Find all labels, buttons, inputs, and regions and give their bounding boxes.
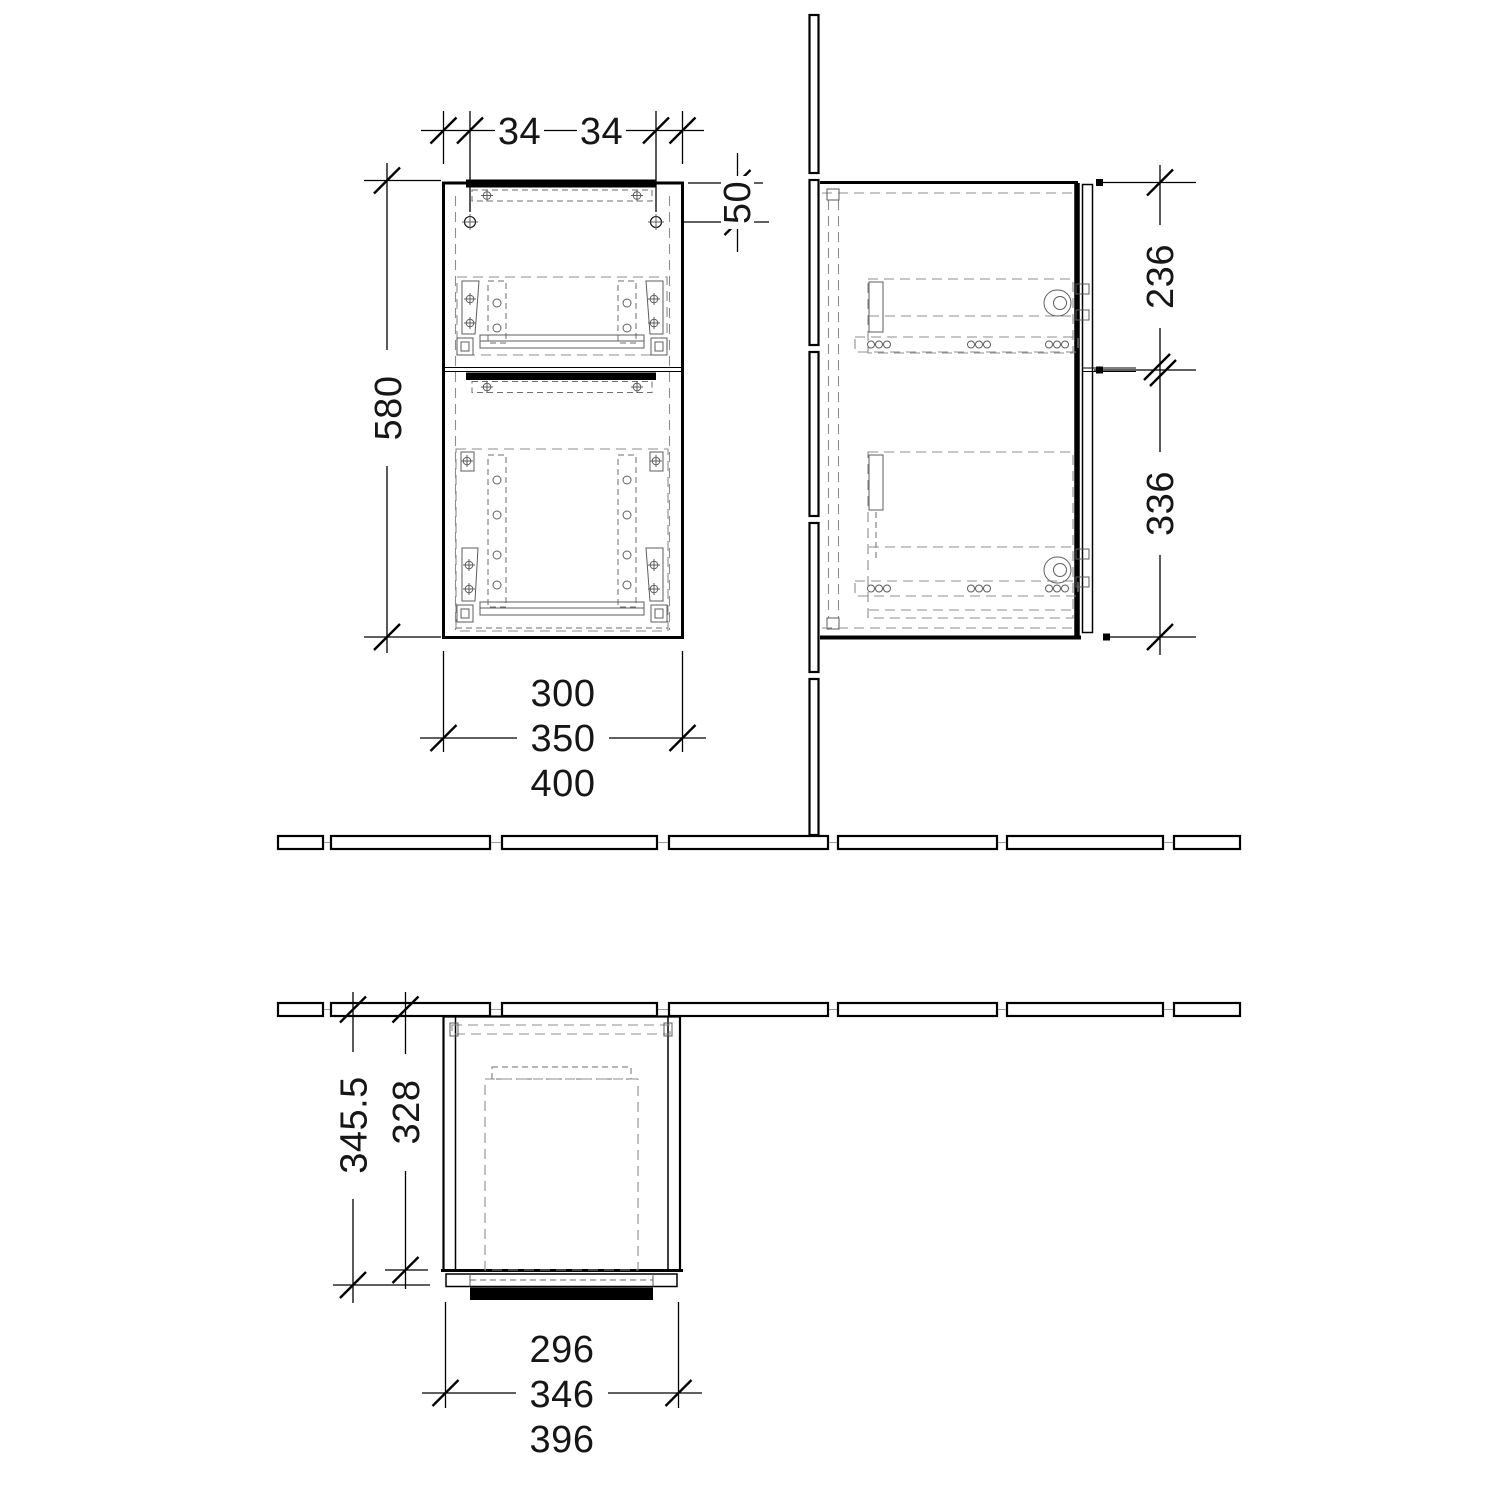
dim-label-width-front: 296 [529, 1329, 595, 1371]
dim-label-top-width-overall: 396 [529, 1419, 595, 1461]
dim-label-height: 580 [368, 375, 410, 441]
dim-front-height [364, 163, 441, 653]
wall-lines [278, 15, 1240, 1016]
dim-front-hanger-depth [684, 153, 769, 252]
dim-label-hanger-depth: 50 [717, 180, 759, 225]
side-view [820, 183, 1136, 638]
dim-label-hanger-left: 34 [497, 111, 542, 153]
dim-label-width-overall: 400 [530, 763, 596, 805]
dim-front-widths [420, 651, 706, 805]
plan-drawer-outline [485, 1079, 638, 1270]
plan-front-black-bar [470, 1288, 653, 1301]
dim-side-fronts [1094, 165, 1196, 655]
front-view [444, 180, 683, 638]
front-top-panel-edge [466, 180, 656, 188]
dim-label-hanger-right: 34 [579, 111, 624, 153]
side-upper-slide [855, 279, 1089, 353]
side-lower-slide [855, 452, 1089, 618]
dim-top-widths [422, 1302, 702, 1461]
dim-label-front-top: 236 [1140, 244, 1182, 309]
wall-band-lower [278, 1003, 1240, 1016]
top-view [441, 1016, 683, 1300]
dim-label-depth-body: 328 [386, 1079, 428, 1145]
dim-label-width-inner: 300 [530, 673, 596, 715]
wall-vertical [810, 15, 819, 835]
side-front-panels [1083, 185, 1093, 633]
dim-label-top-width-body: 346 [529, 1374, 595, 1416]
front-carcass-outline [444, 183, 683, 638]
dim-label-depth-overall: 345.5 [333, 1076, 376, 1174]
dim-top-depths [333, 992, 430, 1303]
front-mid-panel-edge [466, 373, 656, 381]
dim-label-width-body: 350 [530, 718, 596, 760]
dim-label-front-bottom: 336 [1140, 471, 1182, 536]
wall-band-upper [278, 836, 1240, 849]
